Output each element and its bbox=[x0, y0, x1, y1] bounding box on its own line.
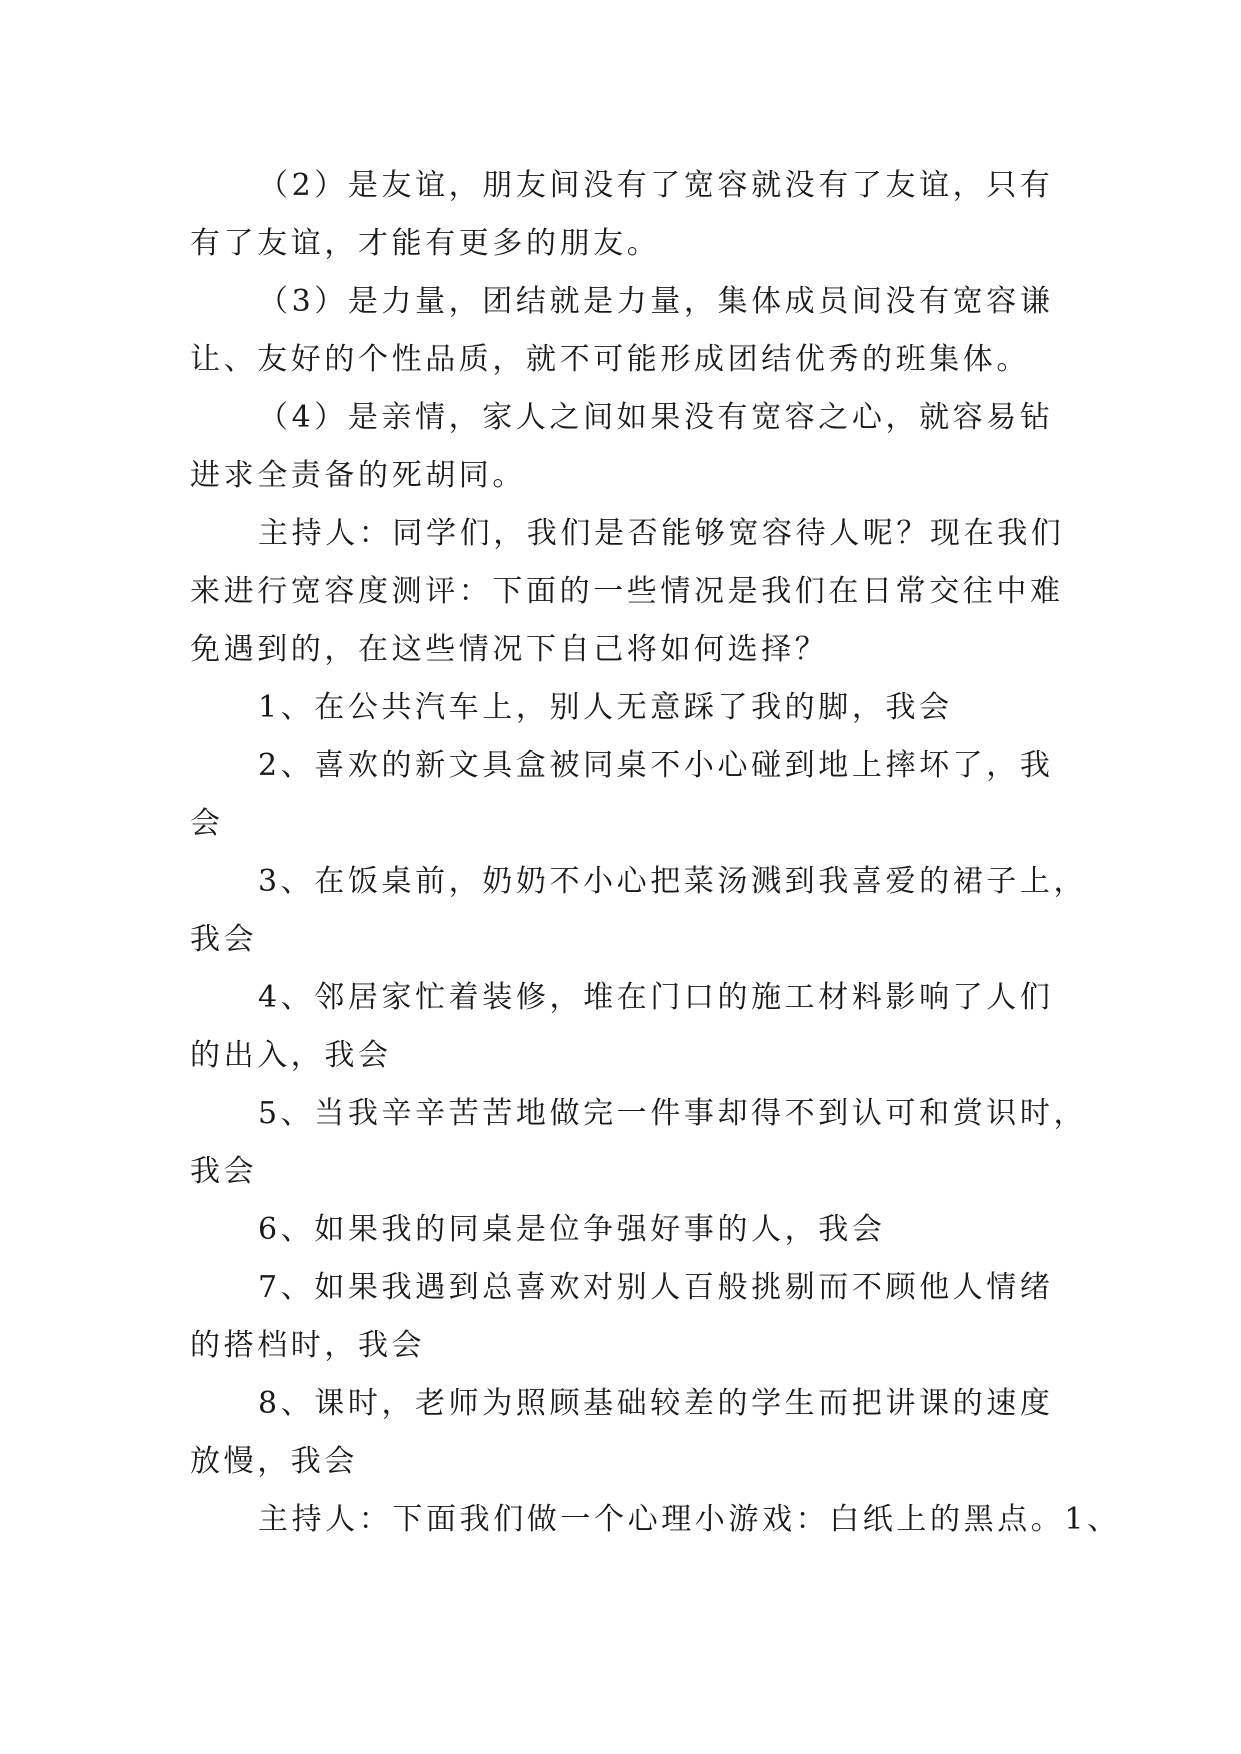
text-line: 来进行宽容度测评：下面的一些情况是我们在日常交往中难 bbox=[190, 574, 1064, 609]
text-line: 有了友谊，才能有更多的朋友。 bbox=[190, 226, 661, 261]
text-line: 我会 bbox=[190, 922, 258, 957]
text-line: 8、课时，老师为照顾基础较差的学生而把讲课的速度 bbox=[258, 1386, 1054, 1421]
text-line: 让、友好的个性品质，就不可能形成团结优秀的班集体。 bbox=[190, 342, 1030, 377]
text-line: 主持人：同学们，我们是否能够宽容待人呢？现在我们 bbox=[258, 516, 1065, 551]
text-line: （3）是力量，团结就是力量，集体成员间没有宽容谦 bbox=[258, 284, 1054, 319]
text-line: （2）是友谊，朋友间没有了宽容就没有了友谊，只有 bbox=[258, 168, 1054, 203]
text-line: 7、如果我遇到总喜欢对别人百般挑剔而不顾他人情绪 bbox=[258, 1270, 1054, 1305]
text-line: 的出入，我会 bbox=[190, 1038, 392, 1073]
text-line: 免遇到的，在这些情况下自己将如何选择？ bbox=[190, 632, 829, 667]
text-line: 3、在饭桌前，奶奶不小心把菜汤溅到我喜爱的裙子上， bbox=[258, 864, 1088, 899]
text-line: 4、邻居家忙着装修，堆在门口的施工材料影响了人们 bbox=[258, 980, 1054, 1015]
text-line: 6、如果我的同桌是位争强好事的人，我会 bbox=[258, 1212, 886, 1247]
text-line: 主持人：下面我们做一个心理小游戏：白纸上的黑点。1、 bbox=[258, 1502, 1121, 1537]
text-line: 的搭档时，我会 bbox=[190, 1328, 426, 1363]
text-line: 2、喜欢的新文具盒被同桌不小心碰到地上摔坏了，我 bbox=[258, 748, 1054, 783]
text-line: 会 bbox=[190, 806, 224, 841]
text-line: 5、当我辛辛苦苦地做完一件事却得不到认可和赏识时， bbox=[258, 1096, 1088, 1131]
text-line: 1、在公共汽车上，别人无意踩了我的脚，我会 bbox=[258, 690, 953, 725]
text-line: （4）是亲情，家人之间如果没有宽容之心，就容易钻 bbox=[258, 400, 1054, 435]
text-line: 放慢，我会 bbox=[190, 1444, 358, 1479]
text-line: 进求全责备的死胡同。 bbox=[190, 458, 526, 493]
text-line: 我会 bbox=[190, 1154, 258, 1189]
